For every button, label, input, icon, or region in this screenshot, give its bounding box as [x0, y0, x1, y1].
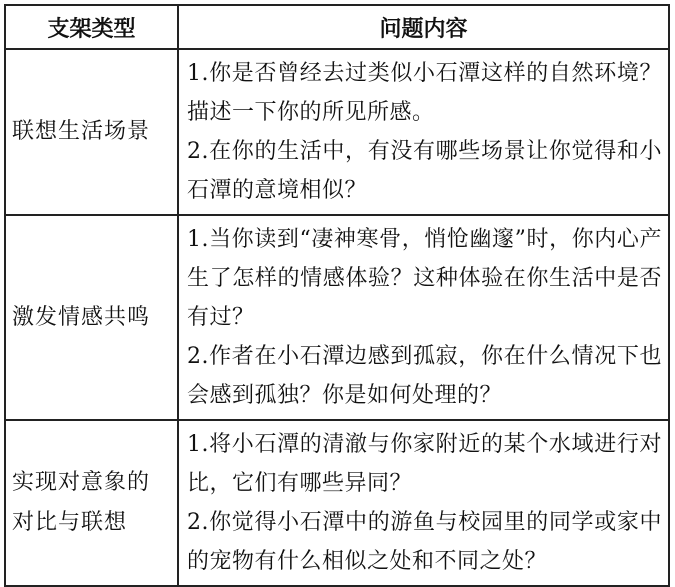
- scaffold-type-cell: 激发情感共鸣: [5, 215, 178, 420]
- question-item: 2.作者在小石潭边感到孤寂，你在什么情况下也会感到孤独？你是如何处理的？: [187, 344, 662, 408]
- question-content-cell: [178, 49, 669, 215]
- question-item: 1.将小石潭的清澈与你家附近的某个水域进行对比，它们有哪些异同？: [187, 432, 662, 496]
- question-item: 1.你是否曾经去过类似小石潭这样的自然环境？描述一下你的所见所感。: [187, 61, 662, 125]
- header-scaffold-type: 支架类型: [5, 5, 178, 49]
- table-row: [5, 420, 669, 586]
- scaffold-question-table: [4, 4, 670, 587]
- table-row: [5, 49, 669, 215]
- question-content-cell: [178, 420, 669, 586]
- table-row: [5, 215, 669, 420]
- header-question-content: 问题内容: [178, 5, 669, 49]
- question-item: 1.当你读到“凄神寒骨，悄怆幽邃”时，你内心产生了怎样的情感体验？这种体验在你生活中是否有过？: [187, 227, 662, 330]
- question-content-cell: [178, 215, 669, 420]
- scaffold-type-cell: 实现对意象的对比与联想: [5, 420, 178, 586]
- scaffold-type-cell: 联想生活场景: [5, 49, 178, 215]
- table-header-row: [5, 5, 669, 49]
- question-item: 2.在你的生活中，有没有哪些场景让你觉得和小石潭的意境相似？: [187, 139, 662, 203]
- question-item: 2.你觉得小石潭中的游鱼与校园里的同学或家中的宠物有什么相似之处和不同之处？: [187, 510, 662, 574]
